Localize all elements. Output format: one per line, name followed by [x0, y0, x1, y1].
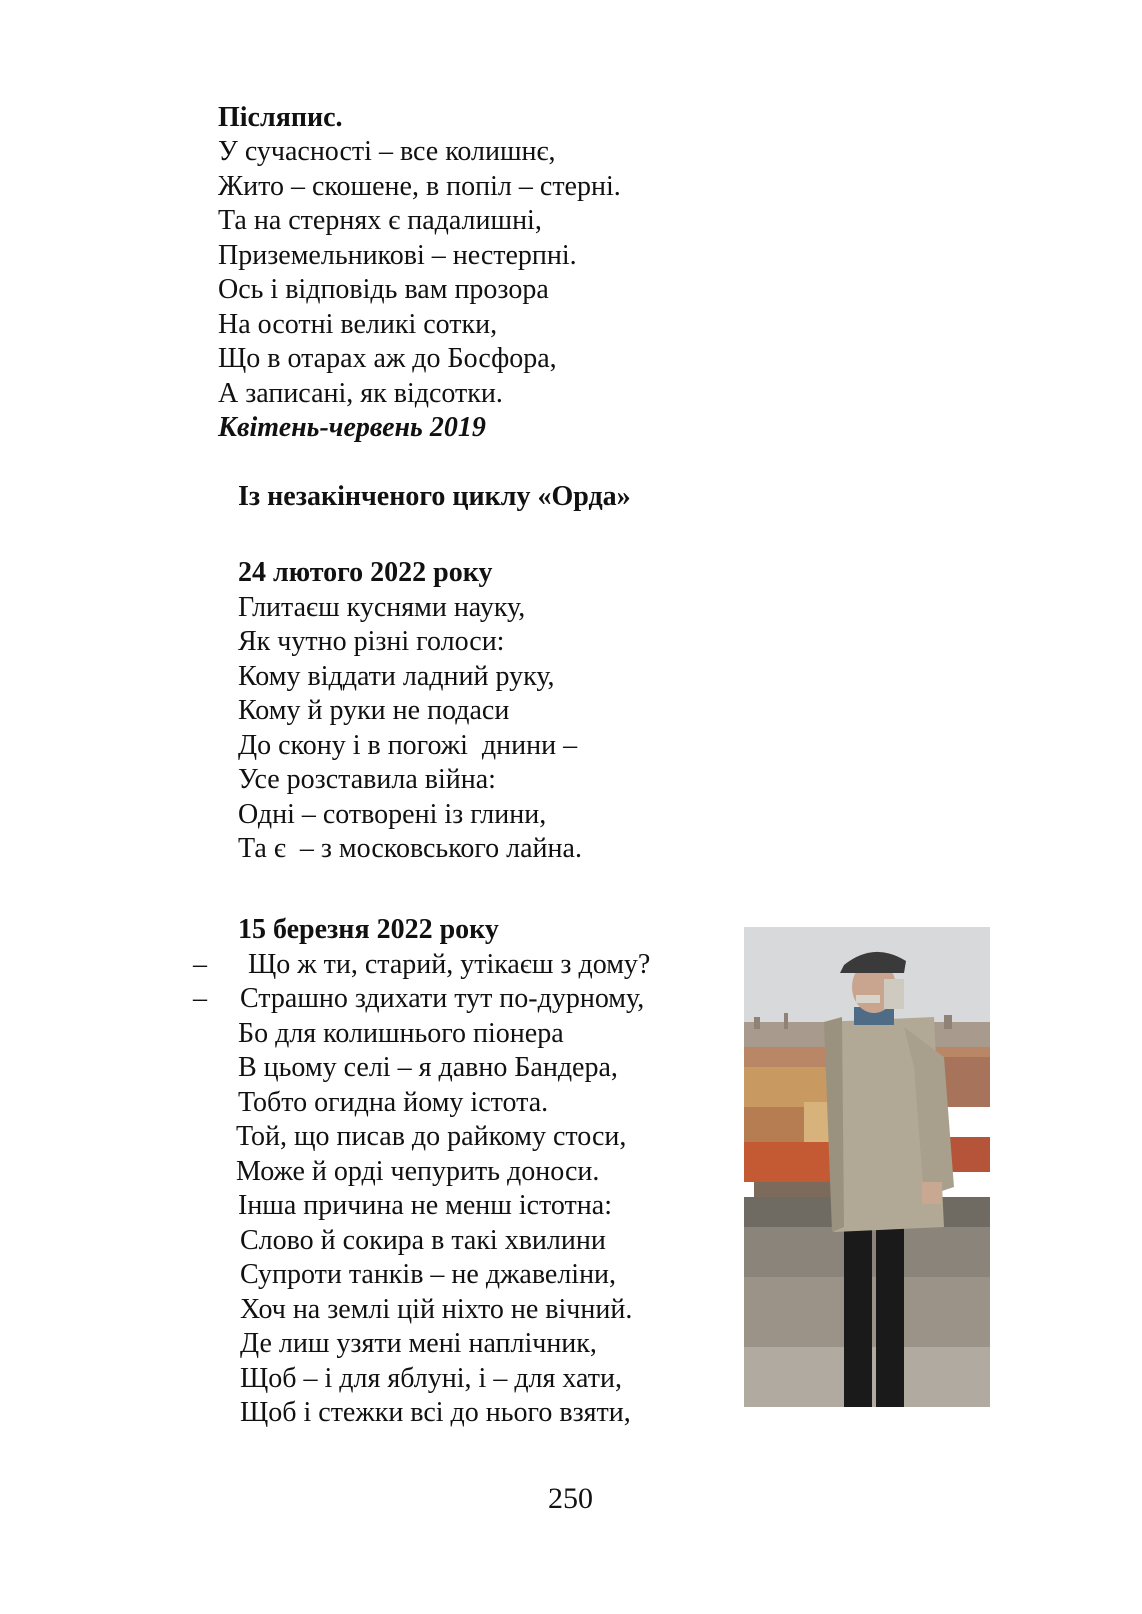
- postscript-line: На осотні великі сотки,: [218, 309, 498, 340]
- poem2-line: Щоб і стежки всі до нього взяти,: [240, 1397, 631, 1428]
- postscript-line: Жито – скошене, в попіл – стерні.: [218, 171, 621, 202]
- poem2-line: Тобто огидна йому істота.: [238, 1087, 549, 1118]
- poem1-line: Кому віддати ладний руку,: [238, 661, 555, 692]
- page-number: 250: [548, 1482, 593, 1515]
- poem1-line: Усе розставила війна:: [238, 764, 496, 795]
- poem2-title: 15 березня 2022 року: [238, 914, 499, 945]
- poem1-line: Та є – з московського лайна.: [238, 833, 582, 864]
- poem2-line: Інша причина не менш істотна:: [238, 1190, 612, 1221]
- postscript-line: Ось і відповідь вам прозора: [218, 274, 549, 305]
- poem2-line: Слово й сокира в такі хвилини: [240, 1225, 606, 1256]
- postscript-line: Та на стернях є падалишні,: [218, 205, 542, 236]
- poem1-line: Як чутно різні голоси:: [238, 626, 505, 657]
- postscript-title: Післяпис.: [218, 102, 343, 133]
- poem2-line: Щоб – і для яблуні, і – для хати,: [240, 1363, 622, 1394]
- dialogue-dash: –: [193, 949, 207, 980]
- poem2-line: Той, що писав до райкому стоси,: [236, 1121, 627, 1152]
- postscript-date: Квітень-червень 2019: [218, 412, 486, 443]
- dialogue-dash: –: [193, 983, 207, 1014]
- cycle-title: Із незакінченого циклу «Орда»: [238, 481, 631, 512]
- postscript-line: А записані, як відсотки.: [218, 378, 503, 409]
- poem2-line: В цьому селі – я давно Бандера,: [238, 1052, 618, 1083]
- postscript-line: У сучасності – все колишнє,: [218, 136, 556, 167]
- poem1-line: Кому й руки не подаси: [238, 695, 510, 726]
- poem1-line: Одні – сотворені із глини,: [238, 799, 547, 830]
- postscript-line: Що в отарах аж до Босфора,: [218, 343, 557, 374]
- poem2-line: Що ж ти, старий, утікаєш з дому?: [248, 949, 651, 980]
- postscript-line: Приземельникові – нестерпні.: [218, 240, 577, 271]
- author-photo: [744, 927, 990, 1407]
- poem2-line: Може й орді чепурить доноси.: [236, 1156, 600, 1187]
- poem2-line: Страшно здихати тут по-дурному,: [240, 983, 645, 1014]
- poem1-title: 24 лютого 2022 року: [238, 557, 493, 588]
- poem2-line: Бо для колишнього піонера: [238, 1018, 564, 1049]
- poem1-line: Глитаєш куснями науку,: [238, 592, 526, 623]
- poem1-line: До скону і в погожі днини –: [238, 730, 578, 761]
- poem2-line: Хоч на землі цій ніхто не вічний.: [240, 1294, 633, 1325]
- poem2-line: Де лиш узяти мені наплічник,: [240, 1328, 597, 1359]
- poem2-line: Супроти танків – не джавеліни,: [240, 1259, 617, 1290]
